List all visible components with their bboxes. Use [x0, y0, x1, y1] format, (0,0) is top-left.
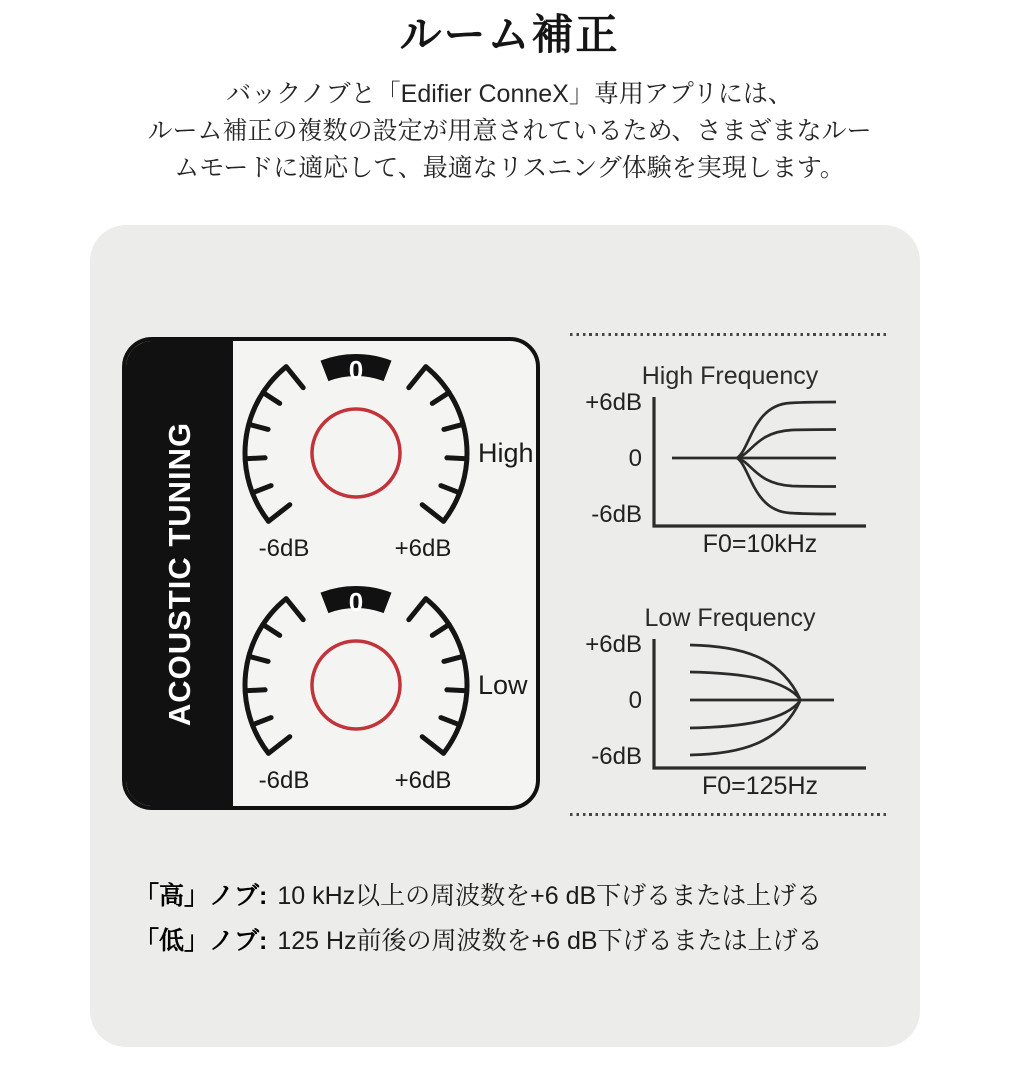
room-correction-panel [90, 225, 920, 1047]
knob-notes [134, 880, 823, 970]
zero-marker-value: 0 [348, 587, 364, 617]
chart-xlabel: F0=10kHz [702, 530, 818, 558]
ytick-zero: 0 [628, 687, 642, 714]
note-text: 10 kHz以上の周波数を+6 dB下げるまたは上げる [277, 882, 822, 910]
max-db-label: +6dB [394, 535, 452, 562]
page-title: ルーム補正 [399, 11, 620, 58]
low-knob-dial [233, 573, 536, 805]
high-frequency-chart [570, 362, 890, 558]
chart-axes [654, 397, 866, 526]
low-knob-note [134, 925, 823, 958]
high-knob-dial [233, 341, 536, 573]
ytick-minus6: -6dB [591, 743, 642, 770]
ytick-zero: 0 [628, 445, 642, 472]
knob-circle [312, 641, 400, 729]
shelf-curves [672, 402, 836, 514]
acoustic-tuning-panel [122, 337, 540, 810]
low-frequency-chart [570, 604, 890, 800]
note-text: 125 Hz前後の周波数を+6 dB下げるまたは上げる [277, 927, 823, 955]
shelf-curves [690, 645, 834, 755]
min-db-label: -6dB [258, 535, 310, 562]
max-db-label: +6dB [394, 767, 452, 794]
intro-line: ムモードに適応して、最適なリスニング体験を実現します。 [174, 154, 845, 182]
min-db-label: -6dB [258, 767, 310, 794]
intro-line: バックノブと「Edifier ConneX」専用アプリには、 [226, 80, 793, 108]
acoustic-tuning-sidebar [126, 341, 233, 806]
dials-area [233, 341, 536, 806]
knob-name-label: High [478, 438, 534, 468]
chart-title: Low Frequency [644, 604, 816, 632]
chart-plot [650, 636, 870, 772]
acoustic-tuning-label: ACOUSTIC TUNING [161, 421, 197, 726]
zero-marker-value: 0 [348, 355, 364, 385]
intro-text [0, 76, 1019, 187]
dotted-divider [570, 333, 890, 336]
chart-title: High Frequency [641, 362, 819, 390]
intro-line: ルーム補正の複数の設定が用意されているため、さまざまなルー [147, 117, 872, 145]
ytick-plus6: +6dB [585, 631, 642, 658]
chart-xlabel: F0=125Hz [701, 772, 819, 800]
knob-name-label: Low [478, 670, 528, 700]
knob-circle [312, 409, 400, 497]
note-label: 「低」ノブ: [134, 927, 268, 955]
ytick-plus6: +6dB [585, 389, 642, 416]
chart-plot [650, 394, 870, 530]
note-label: 「高」ノブ: [134, 882, 268, 910]
ytick-minus6: -6dB [591, 501, 642, 528]
high-knob-note [134, 880, 823, 913]
dotted-divider [570, 813, 890, 816]
